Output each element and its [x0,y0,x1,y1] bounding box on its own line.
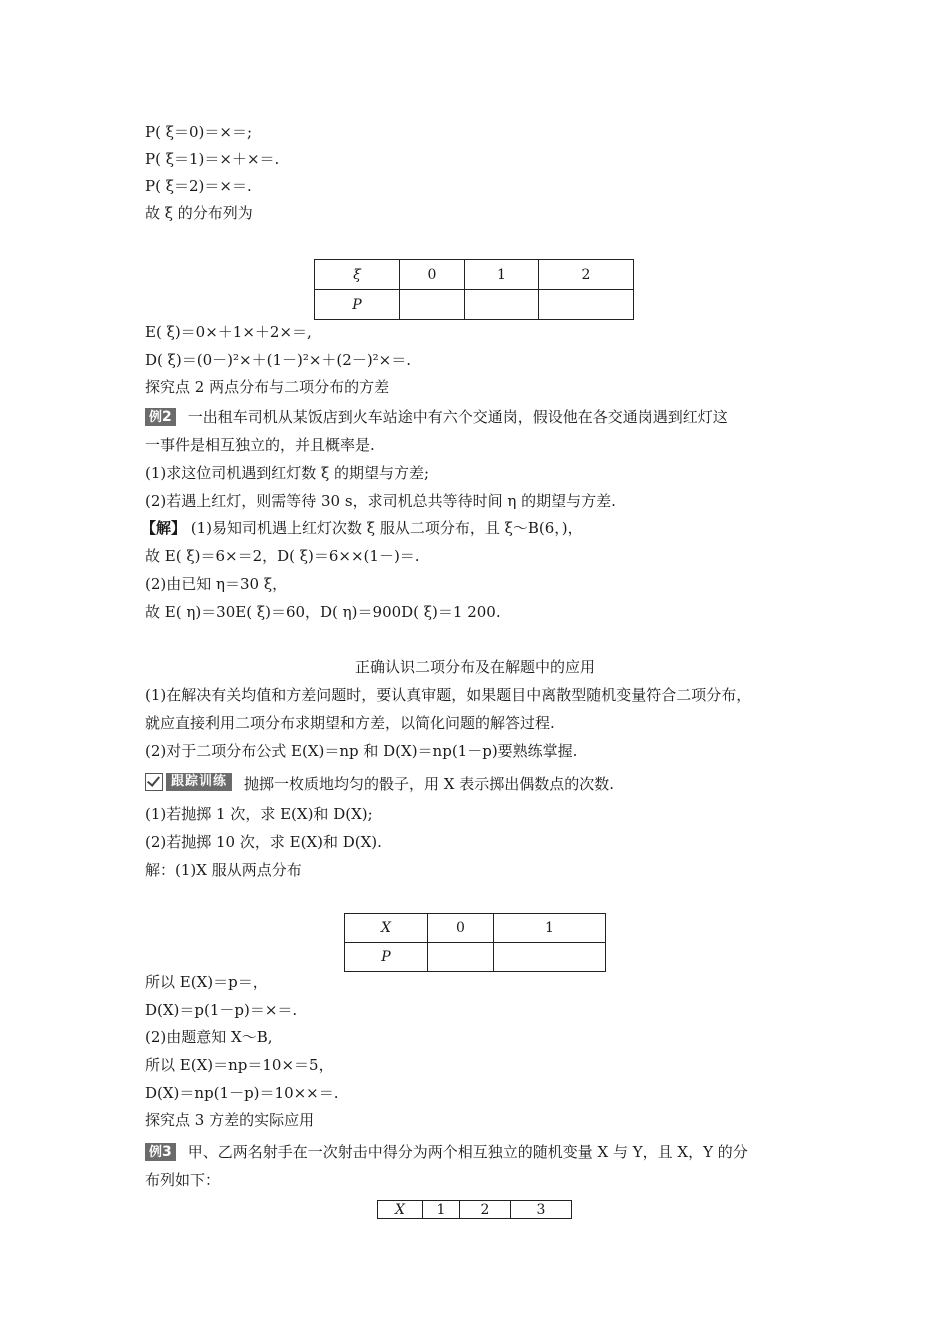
example-2-solution3: (2)由已知 η＝30 ξ， [145,575,288,593]
summary-point1-line2: 就应直接利用二项分布求期望和方差，以简化问题的解答过程. [145,714,555,732]
tracking-badge: 跟踪训练 [145,773,232,791]
expectation-xi: E( ξ)＝0×＋1×＋2×＝, [145,323,312,341]
answer-line1: 所以 E(X)＝p＝， [145,973,268,991]
section-heading-2: 探究点 2 两点分布与二项分布的方差 [145,378,390,396]
example-2-solution4: 故 E( η)＝30E( ξ)＝60，D( η)＝900D( ξ)＝1 200. [145,603,501,621]
table-header-cell: 2 [539,260,634,290]
table-header-cell: 0 [428,914,494,943]
tracking-question1: (1)若抛掷 1 次，求 E(X)和 D(X); [145,805,373,823]
table-row-label: P [345,943,428,972]
formula-p1: P( ξ＝1)＝×＋×＝. [145,150,280,168]
example-badge: 例2 [145,408,176,426]
example-2-question1: (1)求这位司机遇到红灯数 ξ 的期望与方差; [145,464,430,482]
table-header-cell: 0 [400,260,465,290]
tracking-solution1: 解：(1)X 服从两点分布 [145,861,302,879]
table-header-cell: 3 [511,1201,572,1219]
example-2-question2: (2)若遇上红灯，则需等待 30 s，求司机总共等待时间 η 的期望与方差. [145,492,616,510]
distribution-table-xi [314,259,634,320]
tracking-question2: (2)若抛掷 10 次，求 E(X)和 D(X). [145,833,382,851]
answer-line3: (2)由题意知 X～B, [145,1028,273,1046]
table-cell [539,290,634,320]
table-header-cell: X [378,1201,423,1219]
table-cell [494,943,606,972]
table-header-cell: 2 [460,1201,511,1219]
summary-point2: (2)对于二项分布公式 E(X)＝np 和 D(X)＝np(1－p)要熟练掌握. [145,742,578,760]
table-header-cell: 1 [494,914,606,943]
formula-p2: P( ξ＝2)＝×＝. [145,177,252,195]
example-2-line2: 一事件是相互独立的，并且概率是. [145,436,375,454]
table-row-label: P [315,290,400,320]
table-header-cell: 1 [465,260,539,290]
table-cell [465,290,539,320]
example-3-line2: 布列如下： [145,1171,221,1189]
section-heading-3: 探究点 3 方差的实际应用 [145,1111,315,1129]
table-cell [428,943,494,972]
distribution-table-x [344,913,606,972]
example-2-line1: 例2 一出租车司机从某饭店到火车站途中有六个交通岗，假设他在各交通岗遇到红灯这 [145,407,728,427]
example-badge: 例3 [145,1143,176,1161]
example-2-solution1: 【解】 (1)易知司机遇上红灯次数 ξ 服从二项分布，且 ξ～B(6，)， [141,519,583,537]
distribution-intro: 故 ξ 的分布列为 [145,204,253,222]
tracking-exercise-line: 跟踪训练 抛掷一枚质地均匀的骰子，用 X 表示掷出偶数点的次数. [145,773,614,794]
table-cell [400,290,465,320]
answer-line4: 所以 E(X)＝np＝10×＝5， [145,1056,334,1074]
table-header-cell: X [345,914,428,943]
summary-point1-line1: (1)在解决有关均值和方差问题时，要认真审题，如果题目中离散型随机变量符合二项分布， [145,686,752,704]
summary-title: 正确认识二项分布及在解题中的应用 [354,658,595,676]
check-icon [145,773,163,791]
answer-line5: D(X)＝np(1－p)＝10××＝. [145,1084,339,1102]
answer-line2: D(X)＝p(1－p)＝×＝. [145,1001,298,1019]
formula-p0: P( ξ＝0)＝×＝; [145,123,252,141]
example-3-line1: 例3 甲、乙两名射手在一次射击中得分为两个相互独立的随机变量 X 与 Y，且 X，Y 的分 [145,1142,748,1162]
distribution-table-x-example3 [377,1200,572,1219]
solution-label: 【解】 [141,519,187,537]
variance-xi: D( ξ)＝(0－)²×＋(1－)²×＋(2－)²×＝. [145,351,412,369]
table-header-cell: 1 [423,1201,460,1219]
example-2-solution2: 故 E( ξ)＝6×＝2，D( ξ)＝6××(1－)＝. [145,547,420,565]
table-header-cell: ξ [315,260,400,290]
